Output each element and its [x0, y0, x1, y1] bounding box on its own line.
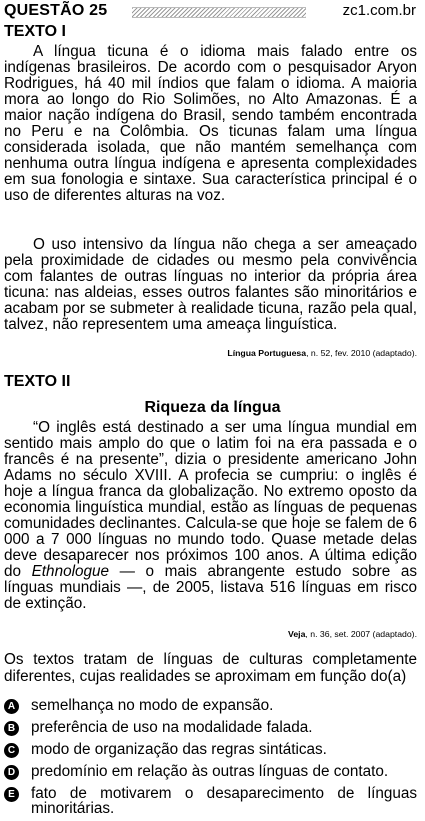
alternative-text-e: fato de motivarem o desaparecimento de línguas minoritárias.	[31, 785, 417, 817]
question-number: QUESTÃO 25	[4, 2, 108, 19]
texto1-paragraph-1: A língua ticuna é o idioma mais falado entre os indígenas brasileiros. De acordo com o pesquisador Aryon Rodrigues, há 40 mil índios que falam o idioma. A maioria mora ao longo do Rio Solimões, no Alto Amazonas. É a maior nação indígena do Brasil, sendo também encontrada no Peru e na Colômbia. Os ticunas falam uma língua considerada isolada, que não mantém semelhança com nenhuma outra língua indígena e apresenta complexidades em sua fonologia e sintaxe. Sua característica principal é o uso de diferentes alturas na voz.	[4, 43, 417, 204]
texto2-paragraph	[4, 420, 417, 612]
alternative-d[interactable]	[4, 764, 417, 779]
alternative-letter-a: A	[4, 699, 19, 714]
alternative-text-b: preferência de uso na modalidade falada.	[31, 719, 313, 736]
texto2-title: Riqueza da língua	[144, 399, 281, 416]
texto2-paragraph-before: “O inglês está destinado a ser uma língua mundial em sentido mais amplo do que o latim foi na era passada e o francês é na presente”, dizia o presidente americano John Adams no século XVIII. A profecia se cumpriu: o inglês é hoje a língua franca da globalização. No extremo oposto da economia linguística mundial, estão as línguas de pequenas comunidades declinantes. Calcula-se que hoje se falem de 6 000 a 7 000 línguas no mundo todo. Quase metade delas deve desaparecer nos próximos 100 anos. A última edição do	[4, 419, 417, 580]
alternative-b[interactable]	[4, 720, 417, 735]
ethnologue-title: Ethnologue	[31, 563, 110, 580]
texto2-source	[288, 629, 417, 639]
texto1-source	[227, 348, 417, 358]
texto1-source-title: Língua Portuguesa	[227, 348, 307, 358]
texto2-source-title: Veja	[288, 629, 306, 639]
decorative-stripe	[132, 7, 306, 18]
texto1-paragraph-2: O uso intensivo da língua não chega a ser ameaçado pela proximidade de cidades ou mesmo pela convivência com falantes de outras línguas no interior da própria área ticuna: nas aldeias, esses outros falantes são minoritários e acabam por se submeter à realidade ticuna, razão pela qual, talvez, não representem uma ameaça linguística.	[4, 236, 417, 333]
question-stem: Os textos tratam de línguas de culturas completamente diferentes, cujas realidades se aproximam em função do(a)	[4, 651, 417, 685]
alternative-text-c: modo de organização das regras sintáticas.	[31, 741, 327, 758]
alternative-e[interactable]	[4, 786, 417, 816]
texto2-label: TEXTO II	[4, 373, 71, 390]
texto2-source-rest: , n. 36, set. 2007 (adaptado).	[305, 629, 417, 639]
texto1-label: TEXTO I	[4, 23, 66, 40]
alternative-text-d: predomínio em relação às outras línguas de contato.	[31, 763, 389, 780]
alternative-letter-b: B	[4, 721, 19, 736]
alternative-letter-c: C	[4, 743, 19, 758]
alternative-letter-e: E	[4, 787, 19, 802]
texto2-paragraph-after: — o mais abrangente estudo sobre as línguas mundiais —, de 2005, listava 516 línguas em risco de extinção.	[4, 563, 417, 612]
site-label: zc1.com.br	[342, 2, 416, 19]
alternative-a[interactable]	[4, 698, 417, 713]
alternative-letter-d: D	[4, 765, 19, 780]
alternative-text-a: semelhança no modo de expansão.	[31, 697, 274, 714]
question-header	[4, 1, 418, 21]
texto1-source-rest: , n. 52, fev. 2010 (adaptado).	[306, 348, 417, 358]
alternative-c[interactable]	[4, 742, 417, 757]
